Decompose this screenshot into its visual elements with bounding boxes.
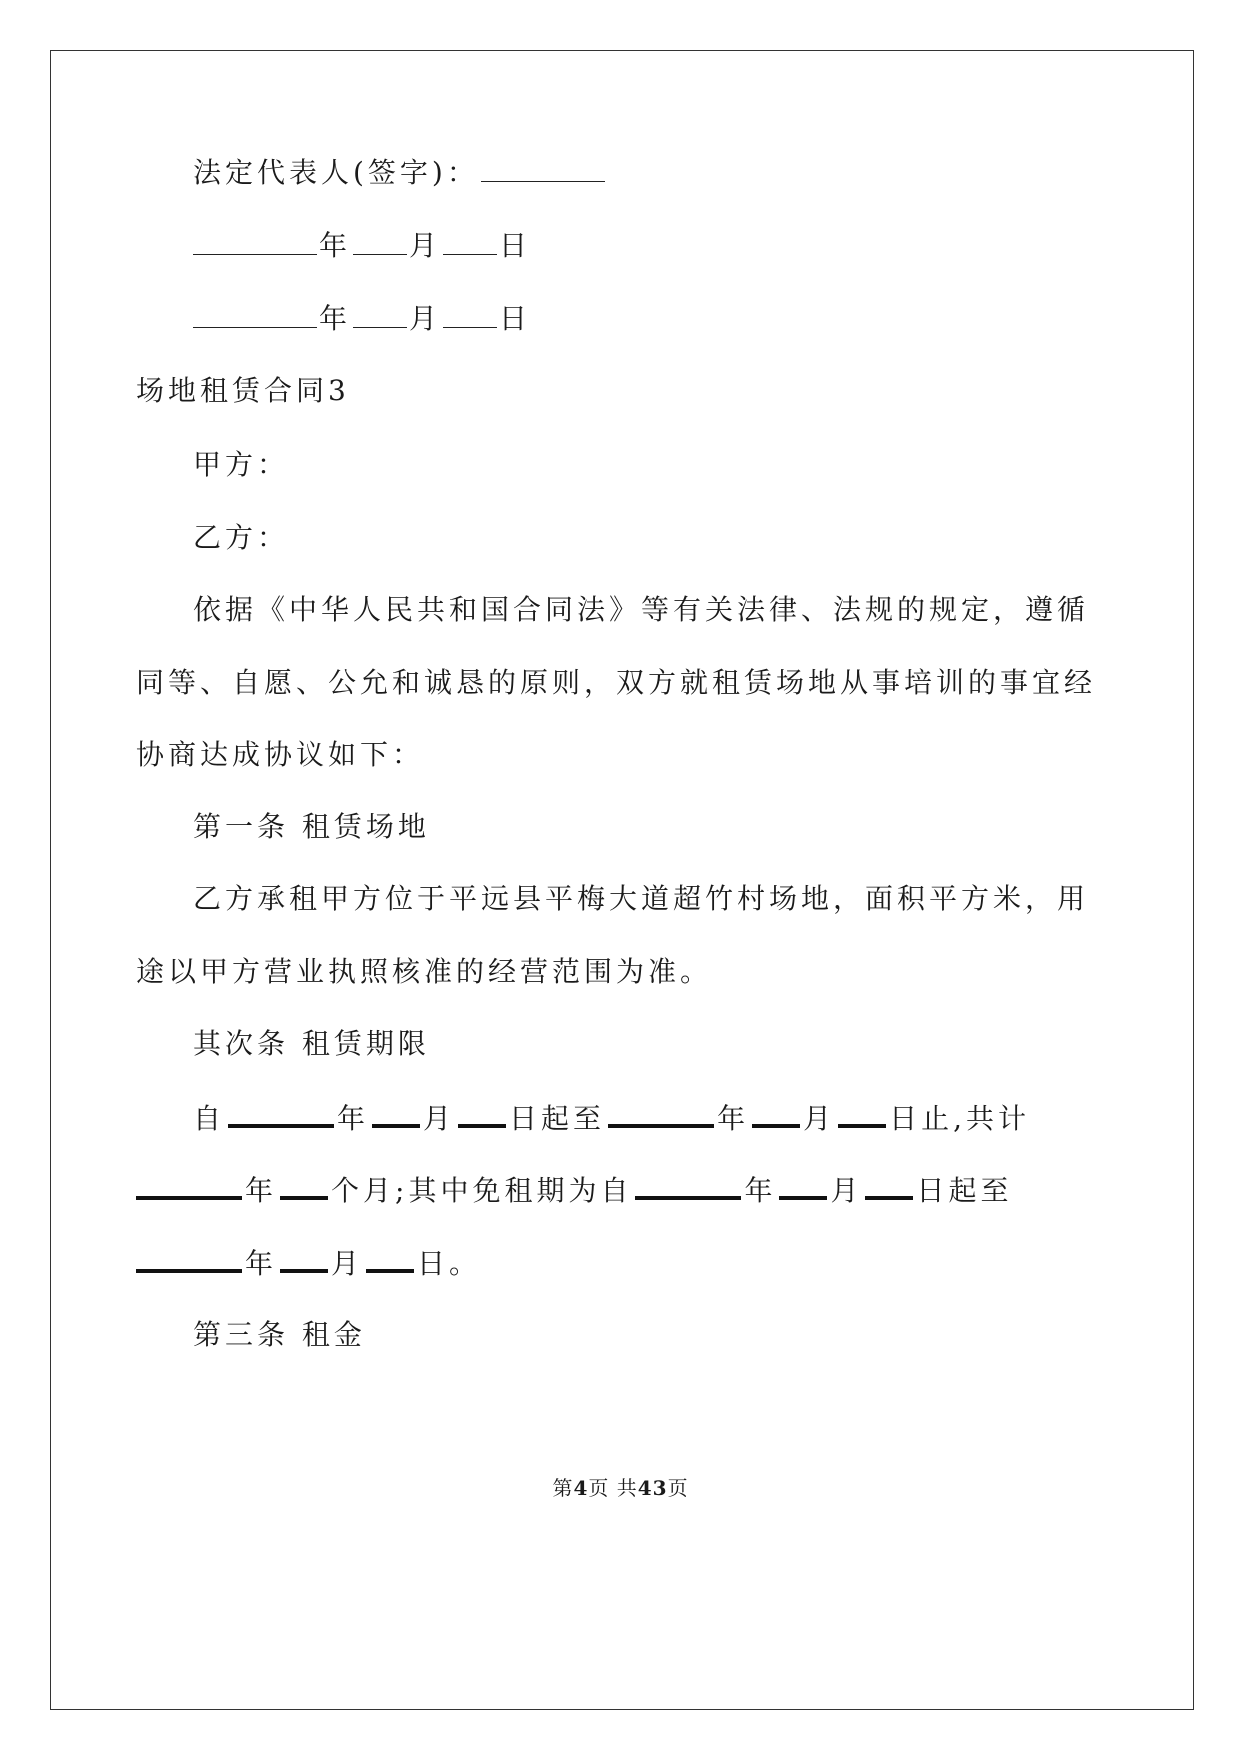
para1-line1: 依据《中华人民共和国合同法》等有关法律、法规的规定，遵循 xyxy=(193,593,1090,626)
month-label: 月 xyxy=(423,1102,456,1135)
article2-title: 其次条 租赁期限 xyxy=(193,1027,430,1060)
from-label: 自 xyxy=(193,1102,226,1135)
year-label: 年 xyxy=(337,1102,370,1135)
start-day-blank xyxy=(458,1100,506,1128)
year-label: 年 xyxy=(319,302,352,335)
date-line-2 xyxy=(191,301,531,336)
month-label: 月 xyxy=(830,1174,863,1207)
day-blank xyxy=(443,301,497,328)
year-blank xyxy=(193,228,317,255)
article2-line1 xyxy=(193,1100,1030,1136)
total-pages-number: 43 xyxy=(637,1476,668,1500)
party-b: 乙方： xyxy=(193,521,290,554)
footer-mid: 页 共 xyxy=(588,1476,638,1500)
month-label: 月 xyxy=(803,1102,836,1135)
footer-prefix: 第 xyxy=(552,1476,574,1500)
free-end-month-blank xyxy=(280,1245,328,1273)
start-to-label: 日起至 xyxy=(916,1174,1013,1207)
article1-line1: 乙方承租甲方位于平远县平梅大道超竹村场地，面积平方米，用 xyxy=(193,882,1090,915)
year-blank xyxy=(193,301,317,328)
year-label: 年 xyxy=(245,1174,278,1207)
legal-rep-signature-line xyxy=(193,155,607,190)
end-year-blank xyxy=(608,1100,714,1128)
start-year-blank xyxy=(228,1100,334,1128)
date-line-1 xyxy=(191,228,531,263)
party-a: 甲方： xyxy=(193,448,290,481)
year-label: 年 xyxy=(319,229,352,262)
free-start-year-blank xyxy=(635,1172,741,1200)
total-months-blank xyxy=(280,1172,328,1200)
start-month-blank xyxy=(372,1100,420,1128)
free-start-month-blank xyxy=(779,1172,827,1200)
free-start-day-blank xyxy=(865,1172,913,1200)
year-label: 年 xyxy=(245,1247,278,1280)
para1-line2: 同等、自愿、公允和诚恳的原则，双方就租赁场地从事培训的事宜经 xyxy=(136,666,1097,699)
month-blank xyxy=(353,228,407,255)
end-month-blank xyxy=(752,1100,800,1128)
article3-title: 第三条 租金 xyxy=(193,1318,366,1351)
current-page-number: 4 xyxy=(573,1476,589,1500)
end-label: 日止,共计 xyxy=(889,1102,1030,1135)
year-label: 年 xyxy=(744,1174,777,1207)
month-label: 月 xyxy=(409,302,442,335)
months-label: 个月;其中免租期为自 xyxy=(331,1174,633,1207)
footer-suffix: 页 xyxy=(667,1476,689,1500)
final-day-label: 日。 xyxy=(417,1247,482,1280)
month-blank xyxy=(353,301,407,328)
article1-title: 第一条 租赁场地 xyxy=(193,810,430,843)
contract-title: 场地租赁合同3 xyxy=(136,374,350,407)
end-day-blank xyxy=(838,1100,886,1128)
article1-line2: 途以甲方营业执照核准的经营范围为准。 xyxy=(136,955,713,988)
legal-rep-label: 法定代表人(签字)： xyxy=(193,156,479,189)
signature-blank xyxy=(481,155,605,182)
page-border xyxy=(50,50,1194,1710)
article2-line2 xyxy=(133,1172,1013,1208)
start-to-label: 日起至 xyxy=(509,1102,606,1135)
year-label: 年 xyxy=(717,1102,750,1135)
day-blank xyxy=(443,228,497,255)
para1-line3: 协商达成协议如下： xyxy=(136,738,425,771)
day-label: 日 xyxy=(499,302,532,335)
month-label: 月 xyxy=(331,1247,364,1280)
article2-line3 xyxy=(133,1245,481,1281)
month-label: 月 xyxy=(409,229,442,262)
free-end-day-blank xyxy=(366,1245,414,1273)
page-footer xyxy=(0,1472,1241,1501)
total-years-blank xyxy=(136,1172,242,1200)
day-label: 日 xyxy=(499,229,532,262)
free-end-year-blank xyxy=(136,1245,242,1273)
